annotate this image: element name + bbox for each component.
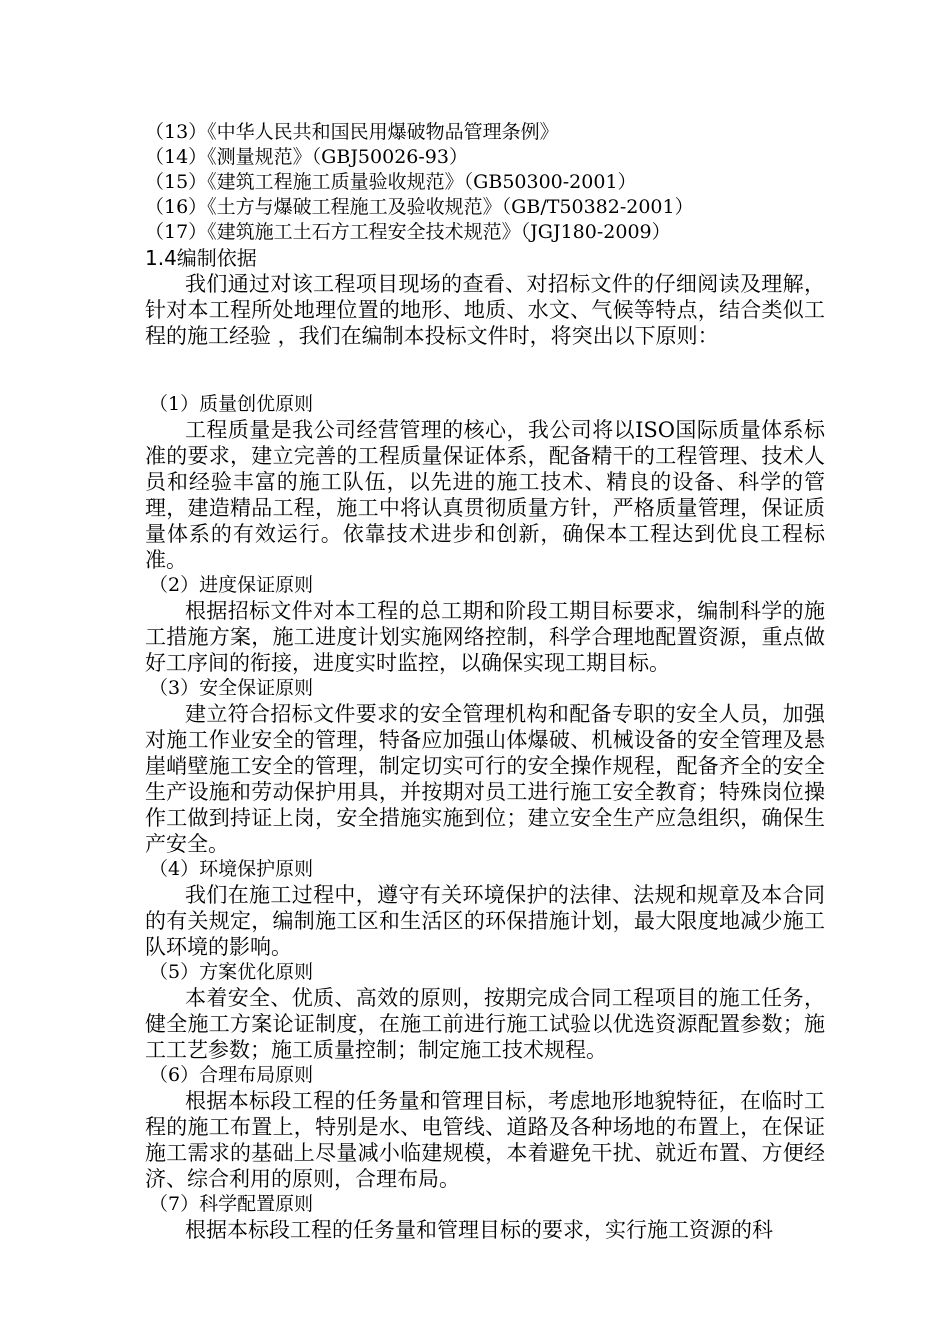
principle-text: 建立符合招标文件要求的安全管理机构和配备专职的安全人员，加强对施工作业安全的管理，特备应加强山体爆破、机械设备的安全管理及悬崖峭壁施工安全的管理，制定切实可行的安全操作规程，配备齐全的安全生产设施和劳动保护用具，并按期对员工进行施工安全教育；特殊岗位操作工做到持证上岗，安全措施实施到位；建立安全生产应急组织，确保生产安全。 <box>145 702 825 856</box>
principle-title: （7）科学配置原则 <box>149 1193 314 1215</box>
principle-text: 本着安全、优质、高效的原则，按期完成合同工程项目的施工任务，健全施工方案论证制度，在施工前进行施工试验以优选资源配置参数；施工工艺参数；施工质量控制；制定施工技术规程。 <box>145 986 825 1062</box>
reference-item: （14）《测量规范》（GBJ50026-93） <box>145 146 468 168</box>
principle-title: （3）安全保证原则 <box>149 677 314 699</box>
principle-title: （5）方案优化原则 <box>149 961 314 983</box>
intro-paragraph: 我们通过对该工程项目现场的查看、对招标文件的仔细阅读及理解，针对本工程所处地理位置的地形、地质、水文、气候等特点，结合类似工程的施工经验 ，我们在编制本投标文件时，将突出以下原则： <box>145 272 825 348</box>
reference-item: （17）《建筑施工土石方工程安全技术规范》（JGJ180-2009） <box>145 221 671 243</box>
principle-title: （1）质量创优原则 <box>149 393 314 415</box>
reference-item: （16）《土方与爆破工程施工及验收规范》（GB/T50382-2001） <box>145 196 694 218</box>
document-page <box>145 120 825 1243</box>
reference-item: （13）《中华人民共和国民用爆破物品管理条例》 <box>145 121 559 143</box>
principle-text: 工程质量是我公司经营管理的核心，我公司将以ISO国际质量体系标准的要求，建立完善的工程质量保证体系，配备精干的工程管理、技术人员和经验丰富的施工队伍，以先进的施工技术、精良的设备、科学的管理，建造精品工程，施工中将认真贯彻质量方针，严格质量管理，保证质量体系的有效运行。依靠技术进步和创新，确保本工程达到优良工程标准。 <box>145 418 825 572</box>
principle-text: 根据招标文件对本工程的总工期和阶段工期目标要求，编制科学的施工措施方案，施工进度计划实施网络控制，科学合理地配置资源，重点做好工序间的衔接，进度实时监控，以确保实现工期目标。 <box>145 599 825 675</box>
principle-text: 根据本标段工程的任务量和管理目标的要求，实行施工资源的科 <box>185 1218 773 1242</box>
reference-item: （15）《建筑工程施工质量验收规范》（GB50300-2001） <box>145 171 637 193</box>
principle-text: 根据本标段工程的任务量和管理目标，考虑地形地貌特征，在临时工程的施工布置上，特别是水、电管线、道路及各种场地的布置上，在保证施工需求的基础上尽量减小临建规模，本着避免干扰、就近布置、方便经济、综合利用的原则，合理布局。 <box>145 1089 825 1191</box>
principle-title: （6）合理布局原则 <box>149 1064 314 1086</box>
principle-title: （2）进度保证原则 <box>149 574 314 596</box>
principle-text: 我们在施工过程中，遵守有关环境保护的法律、法规和规章及本合同的有关规定，编制施工区和生活区的环保措施计划，最大限度地减少施工队环境的影响。 <box>145 883 825 959</box>
principle-title: （4）环境保护原则 <box>149 858 314 880</box>
blank-line <box>145 349 825 392</box>
section-heading: 1.4编制依据 <box>145 246 257 270</box>
